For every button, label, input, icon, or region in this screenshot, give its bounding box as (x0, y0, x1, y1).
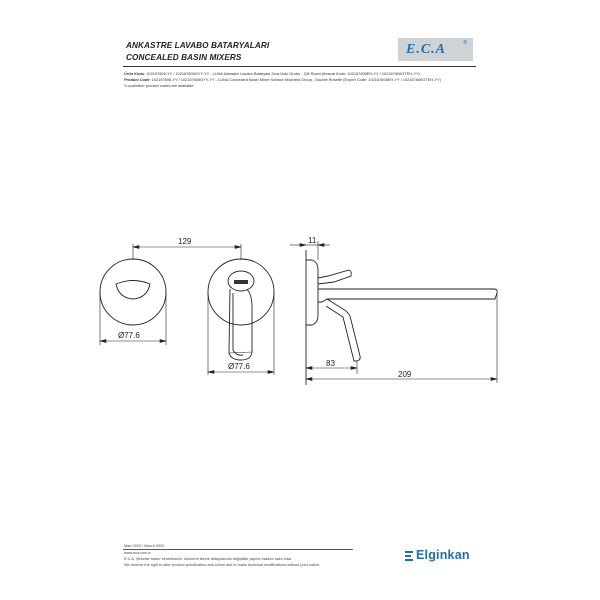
footer-note-tr: E.C.A. Şirketler haber vermeksizin, ürünlerin teknik detaylarında değişiklik yapma hakkını saklı tutar. (124, 557, 293, 561)
title-turkish: ANKASTRE LAVABO BATARYALARI (126, 41, 270, 50)
side-handle-top (318, 270, 351, 284)
dim-209: 209 (398, 370, 412, 379)
left-rosette (100, 259, 166, 325)
handle-badge-icon (234, 280, 248, 284)
dim-phi-left: Ø77.6 (118, 331, 140, 340)
registered-mark: ® (463, 40, 467, 46)
footer-website[interactable]: www.eca.com.tr (124, 551, 151, 555)
local-codes-note: *Local/other product codes are available. (124, 83, 195, 88)
product-code-tr-text: : 102167606-YY / 102167606GYY-YY - LUNA Ankastre Lavabo Bataryası Sıva Üstü Grubu - Çift Rozet (Ihracat Kodu: 102167606EH-YY / 102167606GTEH-YY) (144, 71, 420, 76)
product-code-tr-label: Ürün Kodu (124, 71, 145, 76)
title-english: CONCEALED BASIN MIXERS (126, 53, 242, 62)
left-rosette-opening (116, 281, 150, 300)
side-handle-lever (326, 299, 360, 361)
product-code-en-text: : 102167606-YY / 102167606GYY-YY - LUNA Concealed Basin Mixer Surface Mounted Group - Double Rosette (Export Code: 102167606EH-YY / 102167606GTEH-YY) (149, 77, 441, 82)
elginkan-text: Elginkan (416, 548, 470, 562)
right-rosette (208, 259, 274, 325)
dim-129: 129 (178, 237, 192, 246)
spout (318, 289, 497, 302)
dim-phi-right: Ø77.6 (228, 362, 250, 371)
footer-note-en: We reserve the right to alter product specification and colors and to make technical modifications without prior notice. (124, 563, 321, 567)
side-rosette (306, 260, 318, 325)
footer-divider (123, 549, 353, 550)
eca-logo-text: E.C.A (406, 42, 447, 57)
product-code-en-label: Product Code (124, 77, 150, 82)
footer-date: Mart 2020 / March 2020 (124, 544, 165, 548)
elginkan-bars-icon (405, 551, 413, 561)
dim-11: 11 (308, 236, 317, 245)
dim-83: 83 (326, 359, 335, 368)
